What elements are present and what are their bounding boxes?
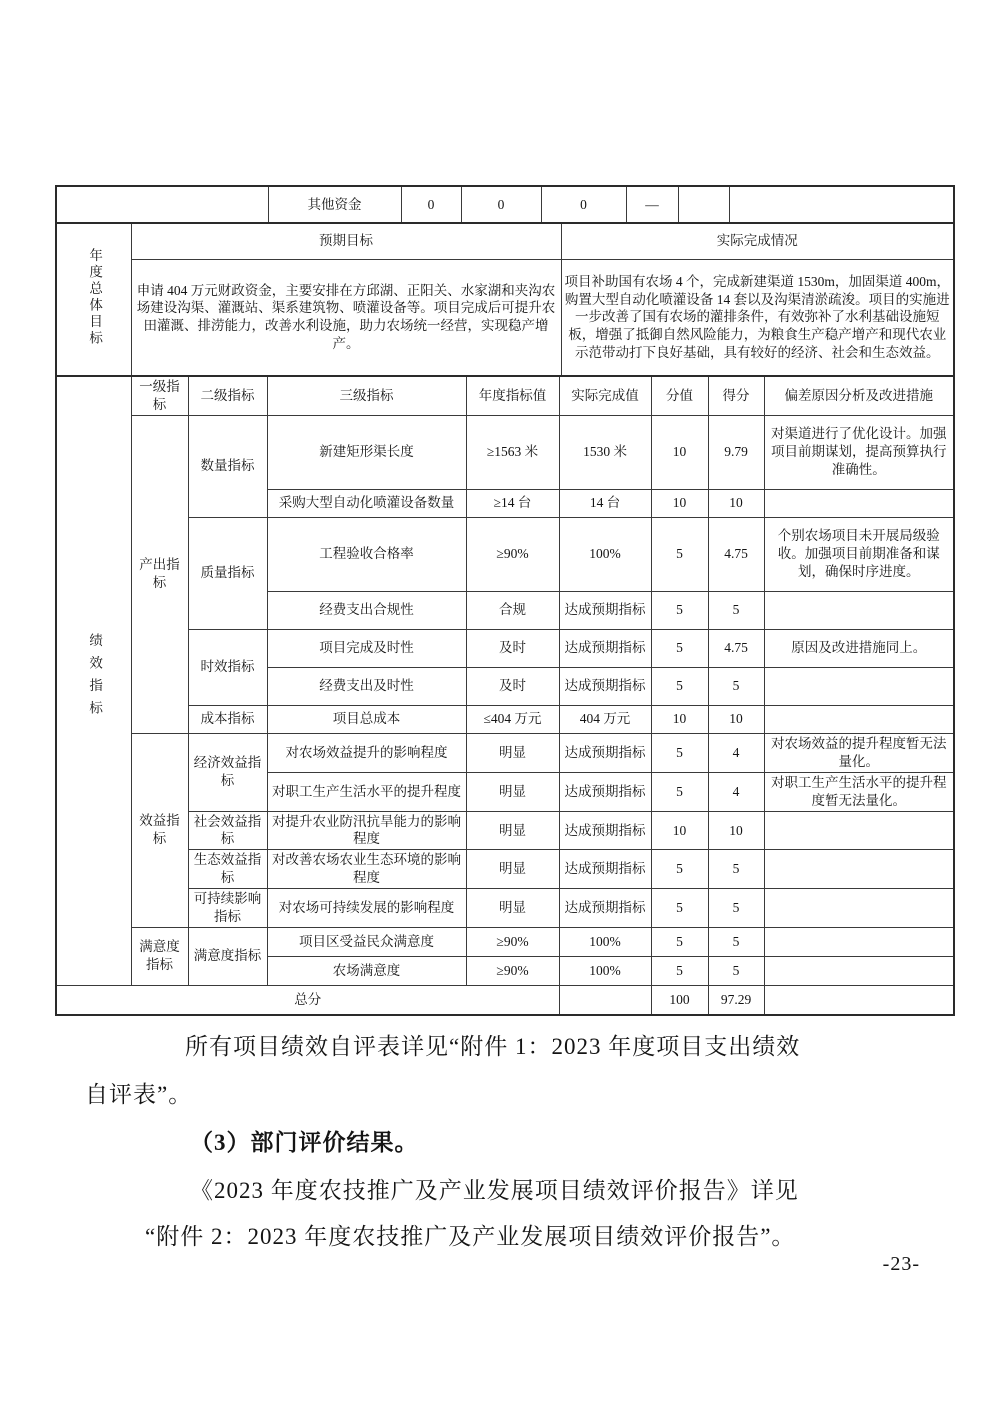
annual-goal-content-row xyxy=(56,259,954,376)
earned-cell: 4.75 xyxy=(708,629,764,667)
target-value-cell: ≥90% xyxy=(466,956,559,985)
remark-cell: 原因及改进措施同上。 xyxy=(764,629,954,667)
empty-cell xyxy=(764,985,954,1015)
score-cell: 5 xyxy=(651,667,708,705)
remark-cell xyxy=(764,811,954,850)
funding-table xyxy=(55,185,955,224)
score-cell: 5 xyxy=(651,888,708,927)
header-target: 年度指标值 xyxy=(466,376,559,415)
indicator-name-cell: 项目完成及时性 xyxy=(267,629,466,667)
remark-cell: 对农场效益的提升程度暂无法量化。 xyxy=(764,733,954,772)
target-value-cell: ≤404 万元 xyxy=(466,705,559,733)
total-label: 总分 xyxy=(56,985,559,1015)
target-value-cell: ≥90% xyxy=(466,927,559,956)
target-value-cell: 明显 xyxy=(466,733,559,772)
score-cell: 5 xyxy=(651,772,708,811)
indicator-row xyxy=(56,629,954,667)
target-value-cell: 明显 xyxy=(466,811,559,850)
remark-cell xyxy=(764,667,954,705)
earned-cell: 5 xyxy=(708,591,764,629)
score-cell: 10 xyxy=(651,489,708,517)
level2-cell: 满意度指标 xyxy=(188,927,267,985)
empty-cell xyxy=(559,985,651,1015)
level2-cell: 社会效益指标 xyxy=(188,811,267,850)
body-paragraph-2-line-2: “附件 2：2023 年度农技推广及产业发展项目绩效评价报告”。 xyxy=(145,1224,796,1249)
other-funds-rate: — xyxy=(626,186,678,223)
score-cell: 5 xyxy=(651,733,708,772)
target-value-cell: 明显 xyxy=(466,888,559,927)
remark-cell: 对职工生产生活水平的提升程度暂无法量化。 xyxy=(764,772,954,811)
score-cell: 5 xyxy=(651,850,708,889)
indicator-name-cell: 采购大型自动化喷灌设备数量 xyxy=(267,489,466,517)
performance-side-label-text: 绩效指标 xyxy=(87,633,103,724)
level2-cell: 质量指标 xyxy=(188,517,267,629)
other-funds-exec: 0 xyxy=(541,186,626,223)
target-value-cell: 及时 xyxy=(466,629,559,667)
funding-row xyxy=(56,186,954,223)
indicator-row xyxy=(56,733,954,772)
level2-cell: 经济效益指标 xyxy=(188,733,267,811)
total-score: 100 xyxy=(651,985,708,1015)
annual-goal-table xyxy=(55,222,955,377)
page-number: -23- xyxy=(882,1253,920,1275)
level1-cell: 满意度指标 xyxy=(131,927,188,985)
header-level1: 一级指标 xyxy=(131,376,188,415)
earned-cell: 5 xyxy=(708,667,764,705)
other-funds-label: 其他资金 xyxy=(268,186,401,223)
annual-goal-header-row xyxy=(56,223,954,259)
actual-value-cell: 14 台 xyxy=(559,489,651,517)
level2-cell: 数量指标 xyxy=(188,415,267,517)
indicator-name-cell: 项目总成本 xyxy=(267,705,466,733)
actual-completion-header: 实际完成情况 xyxy=(561,223,954,259)
actual-value-cell: 100% xyxy=(559,517,651,591)
earned-cell: 4 xyxy=(708,733,764,772)
score-cell: 5 xyxy=(651,956,708,985)
other-funds-final: 0 xyxy=(461,186,541,223)
indicator-name-cell: 对职工生产生活水平的提升程度 xyxy=(267,772,466,811)
expected-goal-header: 预期目标 xyxy=(131,223,561,259)
score-cell: 5 xyxy=(651,517,708,591)
target-value-cell: 合规 xyxy=(466,591,559,629)
actual-value-cell: 404 万元 xyxy=(559,705,651,733)
score-cell: 10 xyxy=(651,415,708,489)
level2-cell: 生态效益指标 xyxy=(188,850,267,889)
header-level3: 三级指标 xyxy=(267,376,466,415)
earned-cell: 10 xyxy=(708,705,764,733)
actual-value-cell: 达成预期指标 xyxy=(559,667,651,705)
indicator-row xyxy=(56,811,954,850)
performance-side-label xyxy=(56,376,131,985)
empty-cell xyxy=(56,186,268,223)
target-value-cell: ≥14 台 xyxy=(466,489,559,517)
indicator-row xyxy=(56,517,954,591)
target-value-cell: 及时 xyxy=(466,667,559,705)
performance-table xyxy=(55,375,955,1016)
indicator-name-cell: 农场满意度 xyxy=(267,956,466,985)
total-earned: 97.29 xyxy=(708,985,764,1015)
performance-header-row xyxy=(56,376,954,415)
header-score: 分值 xyxy=(651,376,708,415)
actual-value-cell: 达成预期指标 xyxy=(559,629,651,667)
score-cell: 10 xyxy=(651,705,708,733)
empty-cell xyxy=(729,186,954,223)
remark-cell xyxy=(764,705,954,733)
level2-cell: 可持续影响指标 xyxy=(188,888,267,927)
earned-cell: 5 xyxy=(708,956,764,985)
remark-cell: 对渠道进行了优化设计。加强项目前期谋划，提高预算执行准确性。 xyxy=(764,415,954,489)
expected-goal-text: 申请 404 万元财政资金，主要安排在方邱湖、正阳关、水家湖和夹沟农场建设沟渠、灌溉站、渠系建筑物、喷灌设备等。项目完成后可提升农田灌溉、排涝能力，改善水利设施，助力农场统一经营，实现稳产增产。 xyxy=(131,259,561,376)
section-heading: （3）部门评价结果。 xyxy=(190,1130,419,1155)
indicator-row xyxy=(56,927,954,956)
target-value-cell: 明显 xyxy=(466,850,559,889)
indicator-name-cell: 对改善农场农业生态环境的影响程度 xyxy=(267,850,466,889)
target-value-cell: ≥90% xyxy=(466,517,559,591)
indicator-row xyxy=(56,705,954,733)
indicator-name-cell: 项目区受益民众满意度 xyxy=(267,927,466,956)
actual-value-cell: 达成预期指标 xyxy=(559,850,651,889)
annual-goal-side-label xyxy=(56,223,131,376)
indicator-row xyxy=(56,415,954,489)
body-paragraph-2-line-1: 《2023 年度农技推广及产业发展项目绩效评价报告》详见 xyxy=(190,1178,799,1203)
actual-completion-text: 项目补助国有农场 4 个，完成新建渠道 1530m，加固渠道 400m，购置大型自动化喷灌设备 14 套以及沟渠清淤疏浚。项目的实施进一步改善了国有农场的灌排条件，有效弥补了水利基础设施短板，增强了抵御自然风险能力，为粮食生产稳产增产和现代农业示范带动打下良好基础，具有较好的经济、社会和生态效益。 xyxy=(561,259,954,376)
level2-cell: 成本指标 xyxy=(188,705,267,733)
level2-cell: 时效指标 xyxy=(188,629,267,705)
annual-goal-side-label-text: 年度总体目标 xyxy=(87,247,103,347)
indicator-name-cell: 工程验收合格率 xyxy=(267,517,466,591)
score-cell: 5 xyxy=(651,591,708,629)
indicator-name-cell: 新建矩形渠长度 xyxy=(267,415,466,489)
other-funds-budget: 0 xyxy=(401,186,461,223)
body-paragraph-1-line-2: 自评表”。 xyxy=(85,1082,193,1107)
header-actual: 实际完成值 xyxy=(559,376,651,415)
header-remark: 偏差原因分析及改进措施 xyxy=(764,376,954,415)
actual-value-cell: 达成预期指标 xyxy=(559,591,651,629)
score-cell: 10 xyxy=(651,811,708,850)
empty-cell xyxy=(678,186,729,223)
indicator-row xyxy=(56,888,954,927)
actual-value-cell: 100% xyxy=(559,956,651,985)
remark-cell: 个别农场项目未开展局级验收。加强项目前期准备和谋划，确保时序进度。 xyxy=(764,517,954,591)
target-value-cell: 明显 xyxy=(466,772,559,811)
actual-value-cell: 100% xyxy=(559,927,651,956)
header-earned: 得分 xyxy=(708,376,764,415)
remark-cell xyxy=(764,489,954,517)
remark-cell xyxy=(764,956,954,985)
indicator-name-cell: 经费支出及时性 xyxy=(267,667,466,705)
earned-cell: 4 xyxy=(708,772,764,811)
body-paragraph-1-line-1: 所有项目绩效自评表详见“附件 1：2023 年度项目支出绩效 xyxy=(185,1034,801,1059)
header-level2: 二级指标 xyxy=(188,376,267,415)
score-cell: 5 xyxy=(651,927,708,956)
earned-cell: 5 xyxy=(708,927,764,956)
actual-value-cell: 达成预期指标 xyxy=(559,772,651,811)
actual-value-cell: 达成预期指标 xyxy=(559,888,651,927)
level1-cell: 效益指标 xyxy=(131,733,188,927)
actual-value-cell: 达成预期指标 xyxy=(559,733,651,772)
indicator-row xyxy=(56,850,954,889)
indicator-name-cell: 对农场可持续发展的影响程度 xyxy=(267,888,466,927)
remark-cell xyxy=(764,888,954,927)
earned-cell: 5 xyxy=(708,888,764,927)
target-value-cell: ≥1563 米 xyxy=(466,415,559,489)
level1-cell: 产出指标 xyxy=(131,415,188,733)
earned-cell: 10 xyxy=(708,811,764,850)
earned-cell: 10 xyxy=(708,489,764,517)
actual-value-cell: 1530 米 xyxy=(559,415,651,489)
earned-cell: 4.75 xyxy=(708,517,764,591)
actual-value-cell: 达成预期指标 xyxy=(559,811,651,850)
total-row xyxy=(56,985,954,1015)
remark-cell xyxy=(764,591,954,629)
earned-cell: 9.79 xyxy=(708,415,764,489)
indicator-name-cell: 对提升农业防汛抗旱能力的影响程度 xyxy=(267,811,466,850)
remark-cell xyxy=(764,850,954,889)
indicator-name-cell: 对农场效益提升的影响程度 xyxy=(267,733,466,772)
score-cell: 5 xyxy=(651,629,708,667)
indicator-name-cell: 经费支出合规性 xyxy=(267,591,466,629)
remark-cell xyxy=(764,927,954,956)
earned-cell: 5 xyxy=(708,850,764,889)
